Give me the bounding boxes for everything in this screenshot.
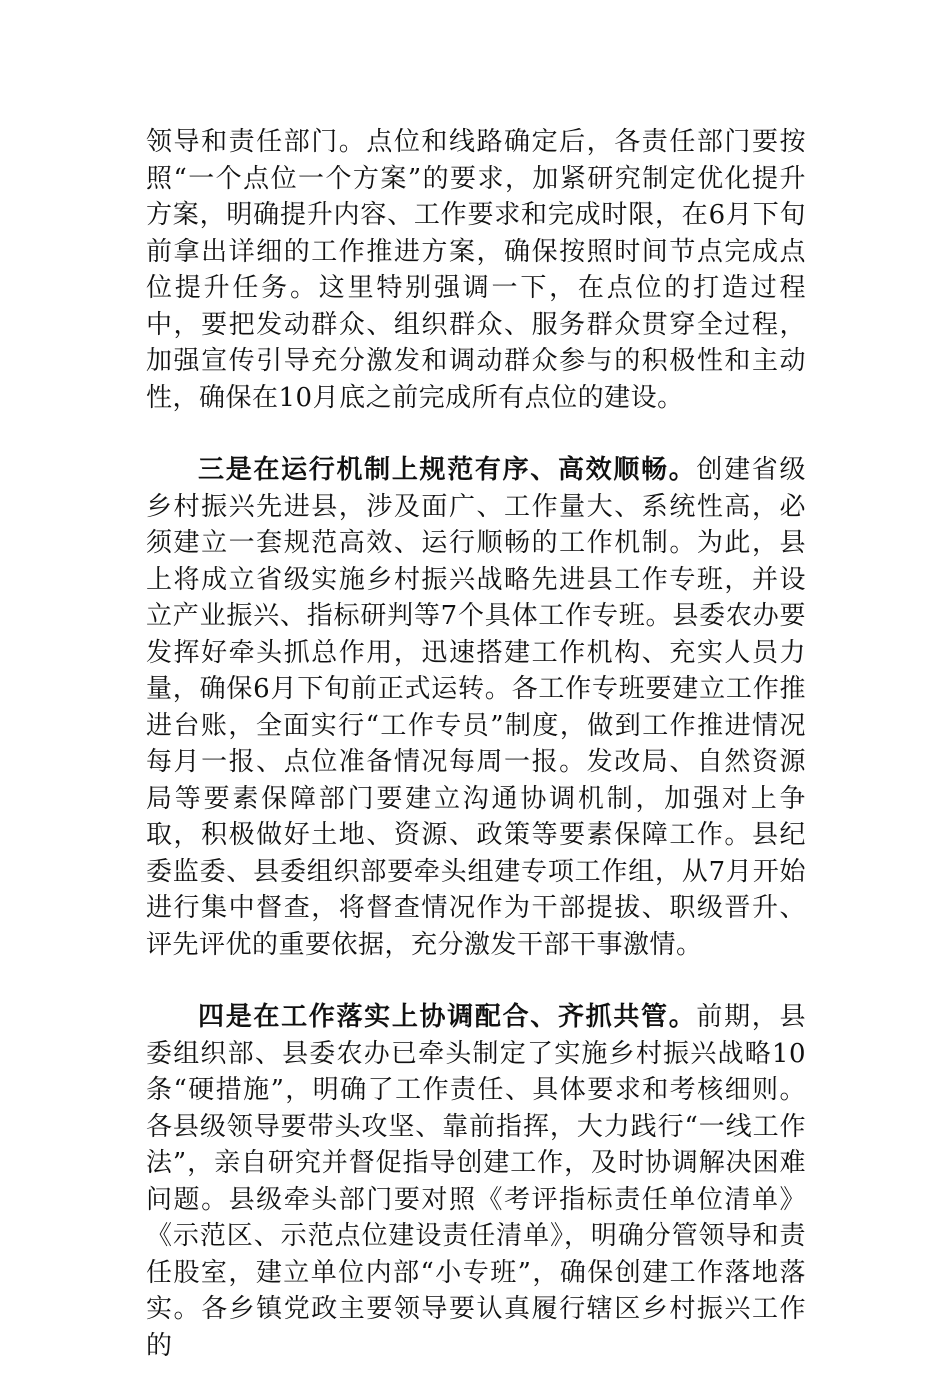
paragraph-1: [146, 124, 806, 416]
paragraph-3-heading: 四是在工作落实上协调配合、齐抓共管。: [198, 1002, 697, 1032]
paragraph-3-text: 前期，县委组织部、县委农办已牵头制定了实施乡村振兴战略10条“硬措施”，明确了工作责任、具体要求和考核细则。各县级领导要带头攻坚、靠前指挥，大力践行“一线工作法”，亲自研究并督促指导创建工作，及时协调解决困难问题。县级牵头部门要对照《考评指标责任单位清单》《示范区、示范点位建设责任清单》，明确分管领导和责任股室，建立单位内部“小专班”，确保创建工作落地落实。各乡镇党政主要领导要认真履行辖区乡村振兴工作的: [146, 1002, 806, 1361]
paragraph-2-heading: 三是在运行机制上规范有序、高效顺畅。: [198, 455, 697, 485]
paragraph-2-text: 创建省级乡村振兴先进县，涉及面广、工作量大、系统性高，必须建立一套规范高效、运行顺畅的工作机制。为此，县上将成立省级实施乡村振兴战略先进县工作专班，并设立产业振兴、指标研判等7个具体工作专班。县委农办要发挥好牵头抓总作用，迅速搭建工作机构、充实人员力量，确保6月下旬前正式运转。各工作专班要建立工作推进台账，全面实行“工作专员”制度，做到工作推进情况每月一报、点位准备情况每周一报。发改局、自然资源局等要素保障部门要建立沟通协调机制，加强对上争取，积极做好土地、资源、政策等要素保障工作。县纪委监委、县委组织部要牵头组建专项工作组，从7月开始进行集中督查，将督查情况作为干部提拔、职级晋升、评先评优的重要依据，充分激发干部干事激情。: [146, 455, 806, 960]
body-text: [146, 124, 806, 1400]
paragraph-3: [146, 999, 806, 1364]
paragraph-1-text: 领导和责任部门。点位和线路确定后，各责任部门要按照“一个点位一个方案”的要求，加紧研究制定优化提升方案，明确提升内容、工作要求和完成时限，在6月下旬前拿出详细的工作推进方案，确保按照时间节点完成点位提升任务。这里特别强调一下，在点位的打造过程中，要把发动群众、组织群众、服务群众贯穿全过程，加强宣传引导充分激发和调动群众参与的积极性和主动性，确保在10月底之前完成所有点位的建设。: [146, 127, 806, 413]
paragraph-2: [146, 452, 806, 963]
